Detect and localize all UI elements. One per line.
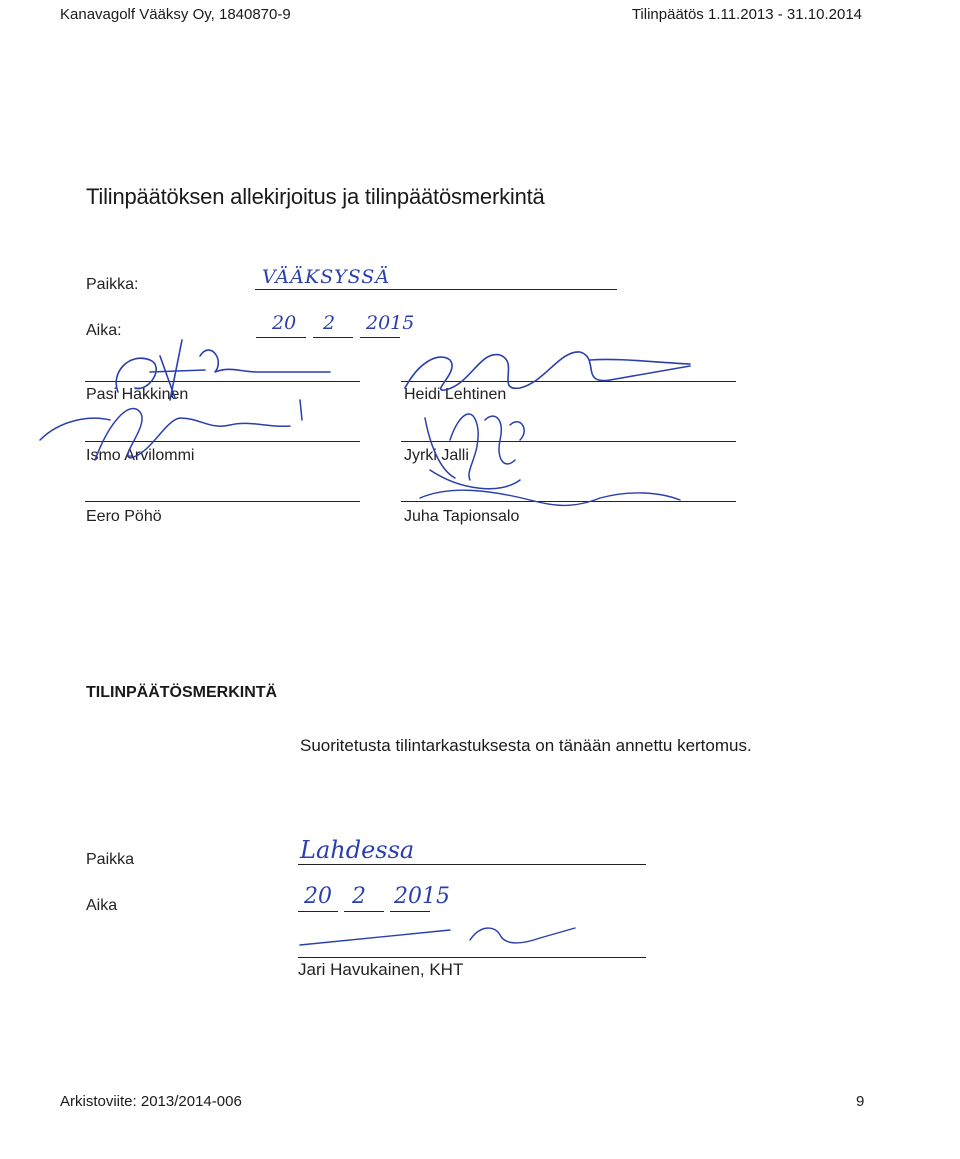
audit-date-label: Aika xyxy=(86,897,118,914)
date-month: 2 xyxy=(323,312,336,334)
place-label: Paikka: xyxy=(86,276,139,293)
date-label: Aika: xyxy=(86,322,122,339)
audit-date-month: 2 xyxy=(352,884,366,909)
auditor-signature-line xyxy=(298,957,646,958)
date-year: 2015 xyxy=(366,312,415,334)
signatory-name-1: Pasi Häkkinen xyxy=(86,386,189,403)
page-title: Tilinpäätöksen allekirjoitus ja tilinpäätösmerkintä xyxy=(86,184,545,209)
audit-place-value: Lahdessa xyxy=(300,836,415,864)
signatory-name-3: Ismo Arvilommi xyxy=(86,447,195,464)
signature-pasi xyxy=(116,340,330,400)
audit-date-month-line xyxy=(344,911,384,912)
audit-statement: Suoritetusta tilintarkastuksesta on tänään annettu kertomus. xyxy=(300,736,752,755)
place-value: VÄÄKSYSSÄ xyxy=(262,266,391,288)
date-day: 20 xyxy=(272,312,297,334)
audit-date-day: 20 xyxy=(304,884,332,909)
audit-place-line xyxy=(298,864,646,865)
signature-jyrki xyxy=(425,414,524,489)
signature-ismo xyxy=(40,400,302,460)
audit-date-year: 2015 xyxy=(394,884,450,909)
audit-place-label: Paikka xyxy=(86,851,135,868)
audit-date-day-line xyxy=(298,911,338,912)
page-number: 9 xyxy=(856,1093,865,1110)
signatory-name-4: Jyrki Jalli xyxy=(404,447,469,464)
signatory-name-5: Eero Pöhö xyxy=(86,508,162,525)
signatory-name-2: Heidi Lehtinen xyxy=(404,386,507,403)
audit-date-year-line xyxy=(390,911,430,912)
audit-heading: TILINPÄÄTÖSMERKINTÄ xyxy=(86,684,278,701)
period-header: Tilinpäätös 1.11.2013 - 31.10.2014 xyxy=(631,6,862,23)
signature-juha xyxy=(420,490,680,505)
signature-auditor xyxy=(300,928,575,945)
signatory-name-6: Juha Tapionsalo xyxy=(404,508,520,525)
signature-heidi xyxy=(405,352,690,390)
archive-reference: Arkistoviite: 2013/2014-006 xyxy=(60,1093,242,1110)
company-header: Kanavagolf Vääksy Oy, 1840870-9 xyxy=(60,6,291,23)
auditor-name: Jari Havukainen, KHT xyxy=(298,960,464,979)
